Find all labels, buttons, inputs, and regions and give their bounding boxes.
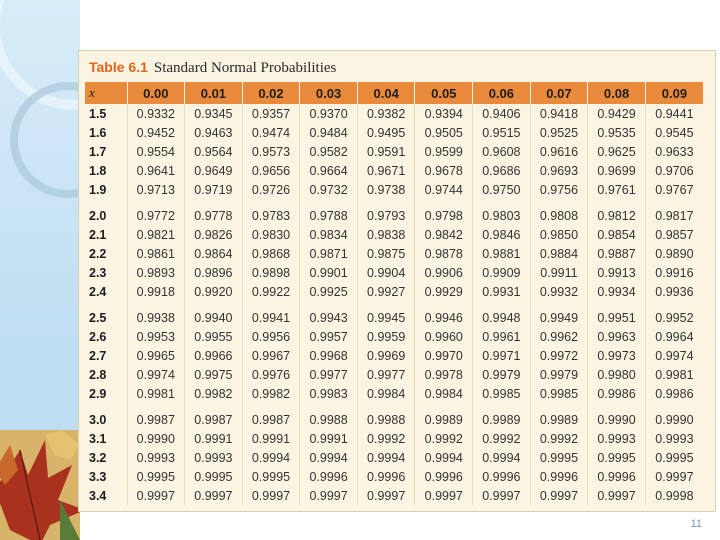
column-header: 0.05 (415, 82, 473, 104)
row-header-x: 2.0 (89, 208, 107, 223)
table-cell: 0.9582 (300, 142, 358, 161)
table-cell: 0.9952 (645, 301, 703, 327)
table-cell: 0.9991 (300, 429, 358, 448)
table-cell: 0.9418 (530, 104, 588, 123)
table-caption (89, 59, 336, 81)
table-cell: 0.9599 (415, 142, 473, 161)
table-cell: 0.9719 (185, 180, 243, 199)
table-cell: 0.9953 (127, 327, 185, 346)
table-cell: 0.9893 (127, 263, 185, 282)
table-cell: 0.9913 (588, 263, 646, 282)
row-header-x: 2.9 (89, 386, 107, 401)
table-cell: 0.9821 (127, 225, 185, 244)
table-header-row (85, 82, 703, 104)
table-cell: 0.9633 (645, 142, 703, 161)
table-cell: 0.9991 (242, 429, 300, 448)
table-cell: 0.9881 (473, 244, 531, 263)
table-cell: 0.9993 (127, 448, 185, 467)
row-header-x: 2.8 (89, 367, 107, 382)
row-header-x: 1.7 (89, 144, 107, 159)
table-cell: 0.9995 (185, 467, 243, 486)
table-cell: 0.9993 (645, 429, 703, 448)
table-cell: 0.9996 (415, 467, 473, 486)
table-cell: 0.9981 (127, 384, 185, 403)
table-cell: 0.9838 (357, 225, 415, 244)
table-cell: 0.9992 (473, 429, 531, 448)
table-cell: 0.9846 (473, 225, 531, 244)
table-cell: 0.9974 (127, 365, 185, 384)
table-cell: 0.9995 (588, 448, 646, 467)
table-cell: 0.9706 (645, 161, 703, 180)
column-header: 0.03 (300, 82, 358, 104)
table-cell: 0.9929 (415, 282, 473, 301)
table-cell: 0.9992 (415, 429, 473, 448)
table-cell: 0.9997 (645, 467, 703, 486)
table-cell: 0.9884 (530, 244, 588, 263)
row-header-x: 3.0 (89, 412, 107, 427)
table-cell: 0.9868 (242, 244, 300, 263)
table-cell: 0.9616 (530, 142, 588, 161)
table-cell: 0.9996 (473, 467, 531, 486)
table-cell: 0.9767 (645, 180, 703, 199)
table-cell: 0.9495 (357, 123, 415, 142)
table-cell: 0.9996 (357, 467, 415, 486)
table-cell: 0.9963 (588, 327, 646, 346)
table-cell: 0.9842 (415, 225, 473, 244)
table-cell: 0.9989 (415, 403, 473, 429)
table-cell: 0.9664 (300, 161, 358, 180)
table-cell: 0.9906 (415, 263, 473, 282)
table-cell: 0.9608 (473, 142, 531, 161)
table-cell: 0.9898 (242, 263, 300, 282)
table-cell: 0.9961 (473, 327, 531, 346)
table-cell: 0.9990 (645, 403, 703, 429)
row-header-x: 3.3 (89, 469, 107, 484)
table-cell: 0.9981 (645, 365, 703, 384)
column-header: 0.04 (357, 82, 415, 104)
table-cell: 0.9949 (530, 301, 588, 327)
column-header: 0.07 (530, 82, 588, 104)
table-cell: 0.9997 (300, 486, 358, 505)
table-cell: 0.9535 (588, 123, 646, 142)
table-cell: 0.9951 (588, 301, 646, 327)
table-cell: 0.9934 (588, 282, 646, 301)
table-cell: 0.9997 (242, 486, 300, 505)
table-cell: 0.9649 (185, 161, 243, 180)
table-cell: 0.9957 (300, 327, 358, 346)
decorative-sidebar (0, 0, 80, 540)
table-cell: 0.9875 (357, 244, 415, 263)
table-cell: 0.9995 (242, 467, 300, 486)
table-cell: 0.9463 (185, 123, 243, 142)
table-cell: 0.9994 (415, 448, 473, 467)
table-panel (78, 50, 716, 512)
table-cell: 0.9826 (185, 225, 243, 244)
table-row (85, 180, 703, 199)
table-cell: 0.9989 (530, 403, 588, 429)
column-header: 0.00 (127, 82, 185, 104)
table-cell: 0.9996 (588, 467, 646, 486)
table-cell: 0.9861 (127, 244, 185, 263)
row-header-x: 1.9 (89, 182, 107, 197)
row-header-x: 1.6 (89, 125, 107, 140)
table-cell: 0.9974 (645, 346, 703, 365)
table-cell: 0.9332 (127, 104, 185, 123)
table-cell: 0.9991 (185, 429, 243, 448)
table-number: Table 6.1 (89, 59, 148, 75)
table-row (85, 199, 703, 225)
table-cell: 0.9625 (588, 142, 646, 161)
row-header-x: 3.2 (89, 450, 107, 465)
table-cell: 0.9972 (530, 346, 588, 365)
table-cell: 0.9713 (127, 180, 185, 199)
table-row (85, 263, 703, 282)
table-cell: 0.9887 (588, 244, 646, 263)
table-cell: 0.9783 (242, 199, 300, 225)
table-cell: 0.9750 (473, 180, 531, 199)
table-cell: 0.9936 (645, 282, 703, 301)
standard-normal-table (85, 82, 703, 505)
table-cell: 0.9994 (473, 448, 531, 467)
table-row (85, 403, 703, 429)
table-cell: 0.9987 (127, 403, 185, 429)
table-cell: 0.9975 (185, 365, 243, 384)
autumn-leaves-image (0, 430, 80, 540)
table-cell: 0.9890 (645, 244, 703, 263)
table-cell: 0.9990 (588, 403, 646, 429)
table-cell: 0.9904 (357, 263, 415, 282)
table-cell: 0.9756 (530, 180, 588, 199)
table-row (85, 123, 703, 142)
table-cell: 0.9977 (300, 365, 358, 384)
table-cell: 0.9992 (357, 429, 415, 448)
table-cell: 0.9922 (242, 282, 300, 301)
column-header: 0.09 (645, 82, 703, 104)
table-cell: 0.9997 (127, 486, 185, 505)
table-cell: 0.9925 (300, 282, 358, 301)
table-row (85, 346, 703, 365)
table-cell: 0.9984 (415, 384, 473, 403)
table-row (85, 486, 703, 505)
table-cell: 0.9591 (357, 142, 415, 161)
table-cell: 0.9990 (127, 429, 185, 448)
table-cell: 0.9803 (473, 199, 531, 225)
table-cell: 0.9996 (300, 467, 358, 486)
table-cell: 0.9864 (185, 244, 243, 263)
table-cell: 0.9505 (415, 123, 473, 142)
table-cell: 0.9761 (588, 180, 646, 199)
table-cell: 0.9966 (185, 346, 243, 365)
table-cell: 0.9982 (242, 384, 300, 403)
table-cell: 0.9772 (127, 199, 185, 225)
table-cell: 0.9965 (127, 346, 185, 365)
column-header: 0.01 (185, 82, 243, 104)
table-cell: 0.9955 (185, 327, 243, 346)
table-cell: 0.9429 (588, 104, 646, 123)
table-cell: 0.9997 (185, 486, 243, 505)
table-cell: 0.9962 (530, 327, 588, 346)
table-cell: 0.9909 (473, 263, 531, 282)
table-cell: 0.9918 (127, 282, 185, 301)
table-cell: 0.9980 (588, 365, 646, 384)
row-header-x: 1.8 (89, 163, 107, 178)
table-cell: 0.9686 (473, 161, 531, 180)
table-cell: 0.9995 (530, 448, 588, 467)
table-cell: 0.9554 (127, 142, 185, 161)
table-cell: 0.9978 (415, 365, 473, 384)
table-cell: 0.9997 (588, 486, 646, 505)
row-header-x: 2.7 (89, 348, 107, 363)
table-cell: 0.9484 (300, 123, 358, 142)
table-cell: 0.9798 (415, 199, 473, 225)
table-cell: 0.9564 (185, 142, 243, 161)
table-cell: 0.9382 (357, 104, 415, 123)
table-cell: 0.9938 (127, 301, 185, 327)
table-cell: 0.9973 (588, 346, 646, 365)
table-cell: 0.9995 (645, 448, 703, 467)
table-row (85, 365, 703, 384)
table-row (85, 161, 703, 180)
table-cell: 0.9969 (357, 346, 415, 365)
table-cell: 0.9988 (300, 403, 358, 429)
table-cell: 0.9515 (473, 123, 531, 142)
table-cell: 0.9808 (530, 199, 588, 225)
row-header-x: 2.1 (89, 227, 107, 242)
table-cell: 0.9738 (357, 180, 415, 199)
row-header-x: 1.5 (89, 106, 107, 121)
table-cell: 0.9732 (300, 180, 358, 199)
table-cell: 0.9994 (242, 448, 300, 467)
table-cell: 0.9920 (185, 282, 243, 301)
table-cell: 0.9857 (645, 225, 703, 244)
table-cell: 0.9940 (185, 301, 243, 327)
table-cell: 0.9985 (473, 384, 531, 403)
table-cell: 0.9850 (530, 225, 588, 244)
table-cell: 0.9406 (473, 104, 531, 123)
table-cell: 0.9979 (530, 365, 588, 384)
table-cell: 0.9932 (530, 282, 588, 301)
table-row (85, 282, 703, 301)
table-row (85, 448, 703, 467)
table-cell: 0.9983 (300, 384, 358, 403)
table-cell: 0.9901 (300, 263, 358, 282)
table-row (85, 429, 703, 448)
column-header: 0.08 (588, 82, 646, 104)
table-cell: 0.9993 (588, 429, 646, 448)
table-cell: 0.9834 (300, 225, 358, 244)
table-cell: 0.9878 (415, 244, 473, 263)
table-cell: 0.9699 (588, 161, 646, 180)
table-cell: 0.9788 (300, 199, 358, 225)
table-cell: 0.9995 (127, 467, 185, 486)
table-cell: 0.9941 (242, 301, 300, 327)
table-cell: 0.9896 (185, 263, 243, 282)
table-cell: 0.9967 (242, 346, 300, 365)
table-row (85, 225, 703, 244)
table-cell: 0.9997 (473, 486, 531, 505)
table-cell: 0.9678 (415, 161, 473, 180)
row-header-x: 2.6 (89, 329, 107, 344)
table-title: Standard Normal Probabilities (153, 60, 337, 76)
table-cell: 0.9441 (645, 104, 703, 123)
table-cell: 0.9977 (357, 365, 415, 384)
table-row (85, 327, 703, 346)
table-cell: 0.9931 (473, 282, 531, 301)
table-cell: 0.9943 (300, 301, 358, 327)
table-cell: 0.9916 (645, 263, 703, 282)
table-cell: 0.9976 (242, 365, 300, 384)
table-cell: 0.9452 (127, 123, 185, 142)
table-cell: 0.9971 (473, 346, 531, 365)
table-cell: 0.9989 (473, 403, 531, 429)
table-row (85, 104, 703, 123)
table-cell: 0.9997 (530, 486, 588, 505)
table-cell: 0.9911 (530, 263, 588, 282)
decorative-ring (10, 82, 80, 198)
table-cell: 0.9573 (242, 142, 300, 161)
table-cell: 0.9656 (242, 161, 300, 180)
table-cell: 0.9998 (645, 486, 703, 505)
table-cell: 0.9956 (242, 327, 300, 346)
column-header: 0.02 (242, 82, 300, 104)
table-cell: 0.9993 (185, 448, 243, 467)
table-cell: 0.9986 (645, 384, 703, 403)
row-header-x: 2.4 (89, 284, 107, 299)
row-header-x: 3.4 (89, 488, 107, 503)
table-cell: 0.9812 (588, 199, 646, 225)
table-cell: 0.9964 (645, 327, 703, 346)
column-header-x: x (85, 82, 127, 104)
table-cell: 0.9959 (357, 327, 415, 346)
table-cell: 0.9970 (415, 346, 473, 365)
table-cell: 0.9357 (242, 104, 300, 123)
table-row (85, 142, 703, 161)
table-cell: 0.9945 (357, 301, 415, 327)
table-cell: 0.9394 (415, 104, 473, 123)
table-cell: 0.9693 (530, 161, 588, 180)
table-cell: 0.9946 (415, 301, 473, 327)
table-row (85, 301, 703, 327)
table-cell: 0.9525 (530, 123, 588, 142)
table-cell: 0.9992 (530, 429, 588, 448)
table-cell: 0.9726 (242, 180, 300, 199)
table-cell: 0.9948 (473, 301, 531, 327)
table-cell: 0.9744 (415, 180, 473, 199)
table-cell: 0.9793 (357, 199, 415, 225)
table-cell: 0.9996 (530, 467, 588, 486)
table-cell: 0.9968 (300, 346, 358, 365)
table-cell: 0.9370 (300, 104, 358, 123)
table-cell: 0.9960 (415, 327, 473, 346)
table-row (85, 467, 703, 486)
table-cell: 0.9817 (645, 199, 703, 225)
table-cell: 0.9994 (300, 448, 358, 467)
table-cell: 0.9778 (185, 199, 243, 225)
table-row (85, 244, 703, 263)
row-header-x: 2.3 (89, 265, 107, 280)
table-cell: 0.9474 (242, 123, 300, 142)
table-body (85, 104, 703, 505)
table-cell: 0.9979 (473, 365, 531, 384)
table-cell: 0.9984 (357, 384, 415, 403)
table-cell: 0.9927 (357, 282, 415, 301)
table-cell: 0.9988 (357, 403, 415, 429)
table-cell: 0.9871 (300, 244, 358, 263)
table-cell: 0.9994 (357, 448, 415, 467)
table-cell: 0.9545 (645, 123, 703, 142)
table-cell: 0.9987 (242, 403, 300, 429)
table-cell: 0.9982 (185, 384, 243, 403)
table-cell: 0.9641 (127, 161, 185, 180)
table-row (85, 384, 703, 403)
table-cell: 0.9986 (588, 384, 646, 403)
row-header-x: 2.2 (89, 246, 107, 261)
table-cell: 0.9854 (588, 225, 646, 244)
row-header-x: 2.5 (89, 310, 107, 325)
column-header: 0.06 (473, 82, 531, 104)
table-cell: 0.9985 (530, 384, 588, 403)
table-cell: 0.9997 (415, 486, 473, 505)
table-cell: 0.9345 (185, 104, 243, 123)
table-cell: 0.9987 (185, 403, 243, 429)
table-cell: 0.9671 (357, 161, 415, 180)
table-cell: 0.9997 (357, 486, 415, 505)
row-header-x: 3.1 (89, 431, 107, 446)
page-number: 11 (690, 518, 702, 530)
table-cell: 0.9830 (242, 225, 300, 244)
